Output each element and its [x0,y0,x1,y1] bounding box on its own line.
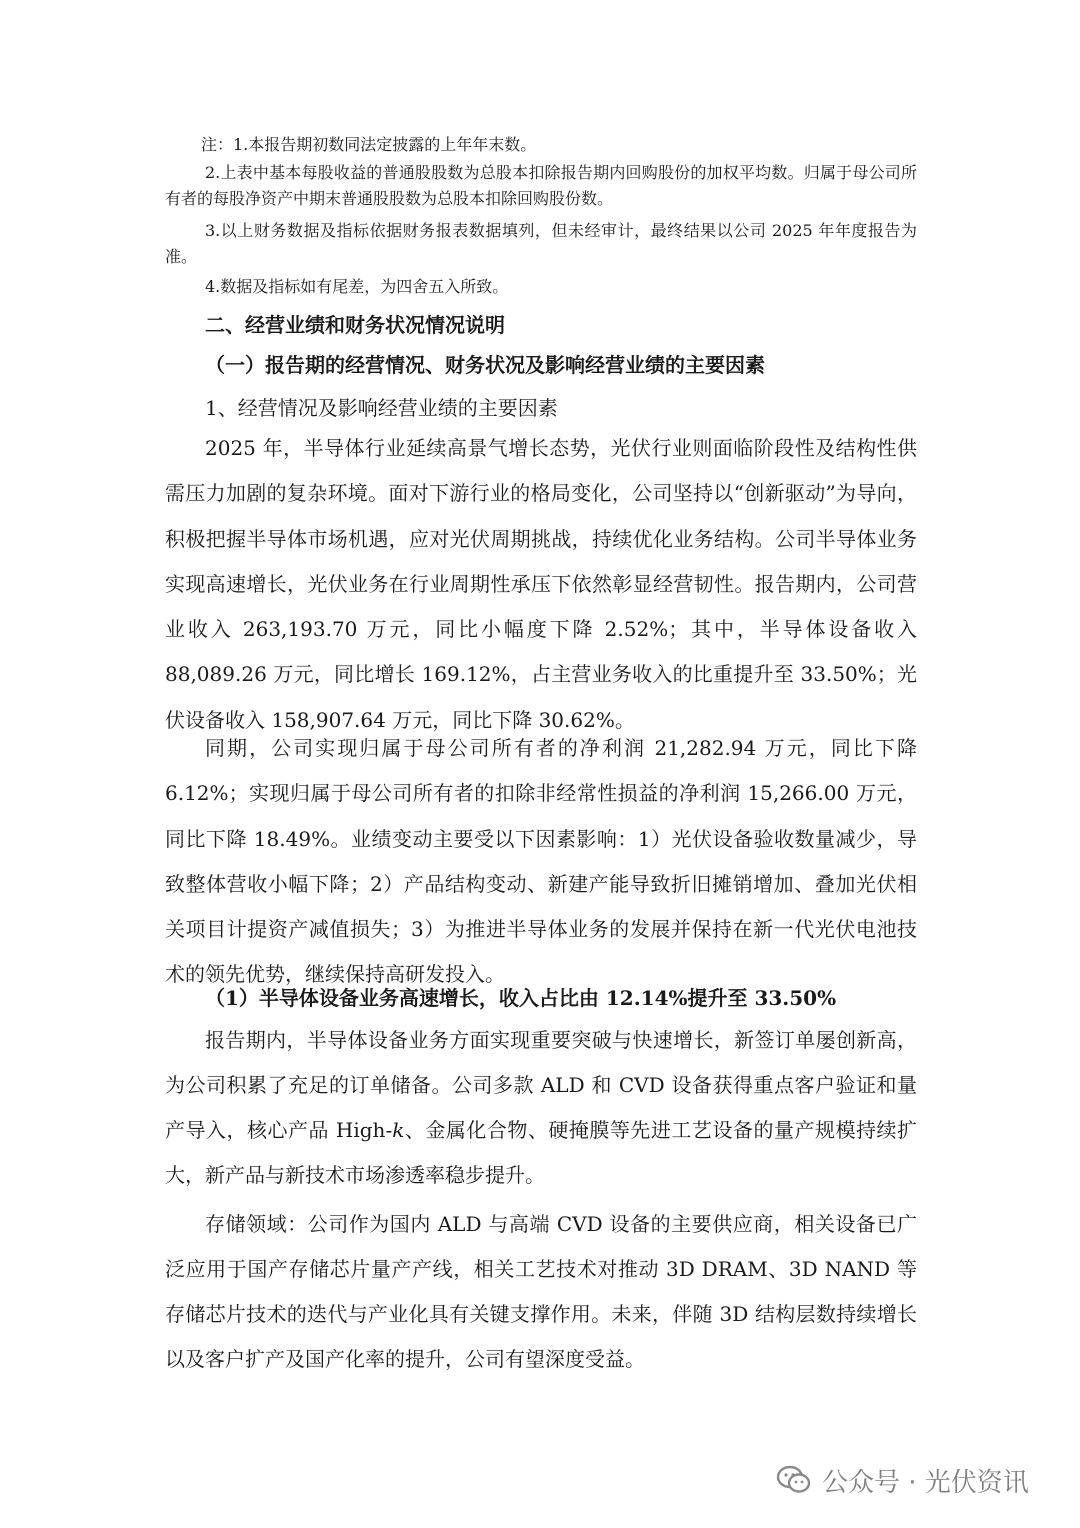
paragraph-net-profit: 同期，公司实现归属于母公司所有者的净利润 21,282.94 万元，同比下降 6.12%；实现归属于母公司所有者的扣除非经常性损益的净利润 15,266.00 万元，同比下降 18.49%。业绩变动主要受以下因素影响：1）光伏设备验收数量减少，导致整体营收小幅下降；2）产品结构变动、新建产能导致折旧摊销增加、叠加光伏相关项目计提资产减值损失；3）为推进半导体业务的发展并保持在新一代光伏电池技术的领先优势，继续保持高研发投入。 [165,736,917,987]
semi-text-before: 报告期内，半导体设备业务方面实现重要突破与快速增长，新签订单屡创新高，为公司积累了充足的订单储备。公司多款 ALD 和 CVD 设备获得重点客户验证和量产导入，核心产品 High- [165,1028,917,1142]
section-title: 二、经营业绩和财务状况情况说明 [205,313,505,337]
paragraph-storage: 存储领域：公司作为国内 ALD 与高端 CVD 设备的主要供应商，相关设备已广泛应用于国产存储芯片量产产线，相关工艺技术对推动 3D DRAM、3D NAND 等存储芯片技术的迭代与产业化具有关键支撑作用。未来，伴随 3D 结构层数持续增长以及客户扩产及国产化率的提升，公司有望深度受益。 [165,1212,917,1371]
note-4: 4.数据及指标如有尾差，为四舍五入所致。 [205,277,509,296]
paragraph-business-overview: 2025 年，半导体行业延续高景气增长态势，光伏行业则面临阶段性及结构性供需压力加剧的复杂环境。面对下游行业的格局变化，公司坚持以“创新驱动”为导向，积极把握半导体市场机遇，应对光伏周期挑战，持续优化业务结构。公司半导体业务实现高速增长，光伏业务在行业周期性承压下依然彰显经营韧性。报告期内，公司营业收入 263,193.70 万元，同比小幅度下降 2.52%；其中，半导体设备收入 88,089.26 万元，同比增长 169.12%，占主营业务收入的比重提升至 33.50%；光伏设备收入 158,907.64 万元，同比下降 30.62%。 [165,436,917,732]
subsection-title: （一）报告期的经营情况、财务状况及影响经营业绩的主要因素 [205,353,765,377]
note-3: 3.以上财务数据及指标依据财务报表数据填列，但未经审计，最终结果以公司 2025 年年度报告为准。 [165,221,917,266]
wechat-icon [776,1465,812,1495]
semi-text-after: 、金属化合物、硬掩膜等先进工艺设备的量产规模持续扩大，新产品与新技术市场渗透率稳步提升。 [165,1118,918,1187]
note-1: 注：1.本报告期初数同法定披露的上年年末数。 [201,135,537,154]
note-2: 2.上表中基本每股收益的普通股股数为总股本扣除报告期内回购股份的加权平均数。归属于母公司所有者的每股净资产中期末普通股股数为总股本扣除回购股份数。 [165,163,917,208]
item-title: 1、经营情况及影响经营业绩的主要因素 [205,396,558,420]
semi-text-k: k [392,1118,405,1142]
paragraph-semiconductor [165,1018,917,1198]
watermark-text: 公众号 · 光伏资讯 [822,1467,1029,1498]
highlight-title: （1）半导体设备业务高速增长，收入占比由 12.14%提升至 33.50% [205,986,837,1010]
watermark [776,1455,1029,1505]
